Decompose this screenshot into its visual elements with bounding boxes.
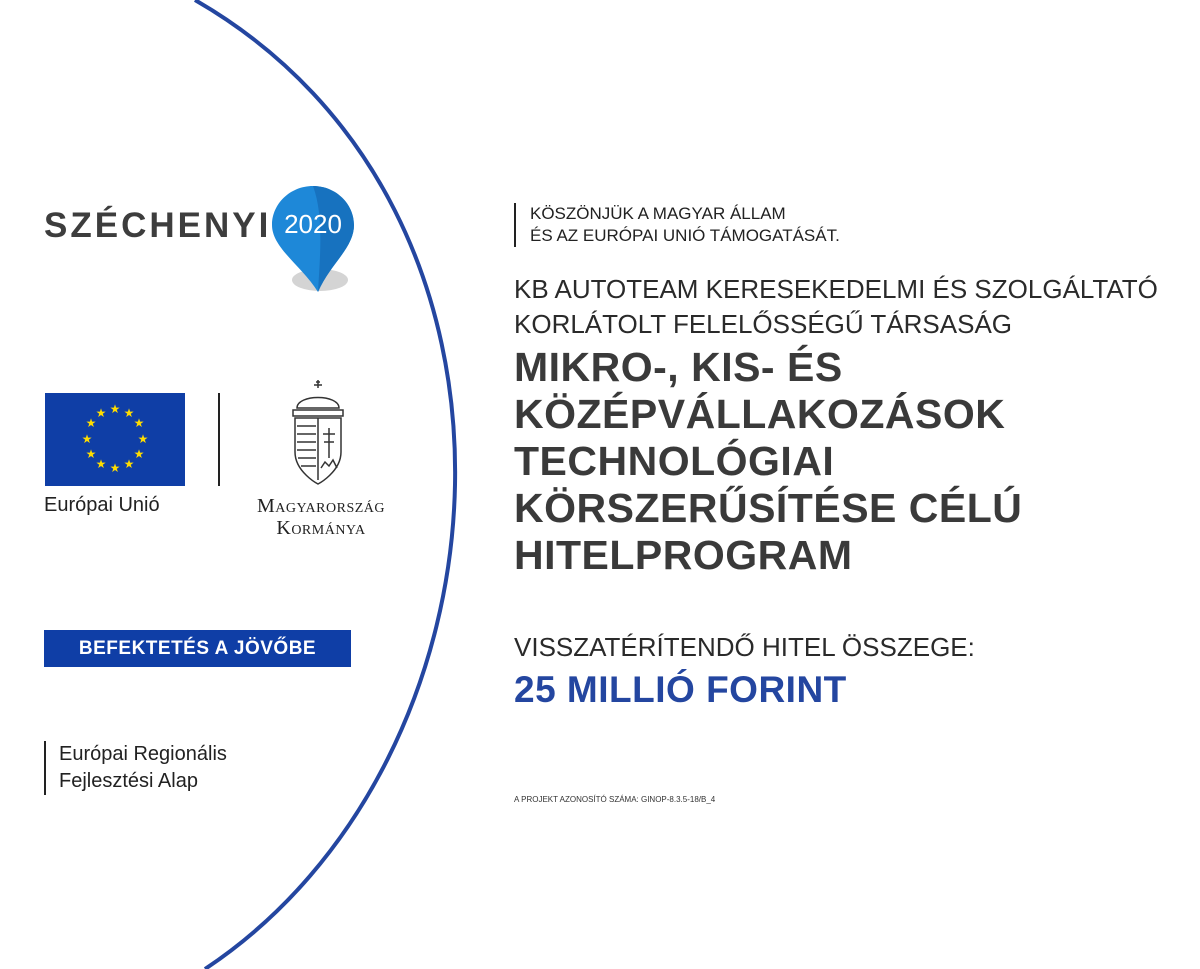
svg-text:★: ★	[109, 402, 121, 416]
company-line-1: KB AUTOTEAM KERESEKEDELMI ÉS SZOLGÁLTATÓ	[514, 274, 1158, 304]
title-line-3: TECHNOLÓGIAI	[514, 438, 835, 484]
loan-label: VISSZATÉRÍTENDŐ HITEL ÖSSZEGE:	[514, 632, 975, 662]
thanks-text	[514, 203, 840, 247]
title-line-4: KÖRSZERŰSÍTÉSE CÉLÚ	[514, 485, 1023, 531]
svg-text:★: ★	[109, 461, 121, 475]
svg-text:★: ★	[123, 457, 135, 471]
thanks-line-1: KÖSZÖNJÜK A MAGYAR ÁLLAM	[530, 204, 786, 223]
svg-text:★: ★	[123, 406, 135, 420]
eu-flag	[45, 393, 185, 486]
thanks-line-2: ÉS AZ EURÓPAI UNIÓ TÁMOGATÁSÁT.	[530, 226, 840, 245]
fund-line-1: Európai Regionális	[59, 743, 227, 765]
fund-line-2: Fejlesztési Alap	[59, 770, 198, 792]
szechenyi-wordmark: SZÉCHENYI	[44, 206, 272, 245]
loan-amount: 25 MILLIÓ FORINT	[514, 669, 847, 710]
hungary-coat-of-arms-icon	[283, 380, 353, 488]
svg-text:★: ★	[133, 447, 145, 461]
company-name	[514, 272, 1158, 342]
pin-year: 2020	[284, 209, 342, 239]
szechenyi-pin-icon	[272, 186, 362, 298]
svg-text:★: ★	[95, 457, 107, 471]
program-title	[514, 344, 1022, 579]
hungary-line-1: Magyarország	[256, 495, 386, 517]
svg-text:★: ★	[85, 416, 97, 430]
project-id: A PROJEKT AZONOSÍTÓ SZÁMA: GINOP-8.3.5-18/B_4	[514, 795, 716, 804]
svg-text:★: ★	[81, 432, 93, 446]
hungary-line-2: Kormánya	[276, 517, 366, 539]
title-line-5: HITELPROGRAM	[514, 532, 853, 578]
investment-badge: BEFEKTETÉS A JÖVŐBE	[44, 630, 351, 667]
logo-divider	[218, 393, 220, 486]
svg-text:★: ★	[85, 447, 97, 461]
fund-label	[44, 741, 227, 795]
title-line-2: KÖZÉPVÁLLAKOZÁSOK	[514, 391, 1006, 437]
company-line-2: KORLÁTOLT FELELŐSSÉGŰ TÁRSASÁG	[514, 309, 1013, 339]
svg-text:★: ★	[137, 432, 149, 446]
title-line-1: MIKRO-, KIS- ÉS	[514, 344, 843, 390]
hungary-government-label	[237, 495, 405, 539]
svg-text:★: ★	[95, 406, 107, 420]
eu-stars-icon	[45, 393, 185, 486]
eu-label: Európai Unió	[44, 494, 160, 516]
svg-text:★: ★	[133, 416, 145, 430]
